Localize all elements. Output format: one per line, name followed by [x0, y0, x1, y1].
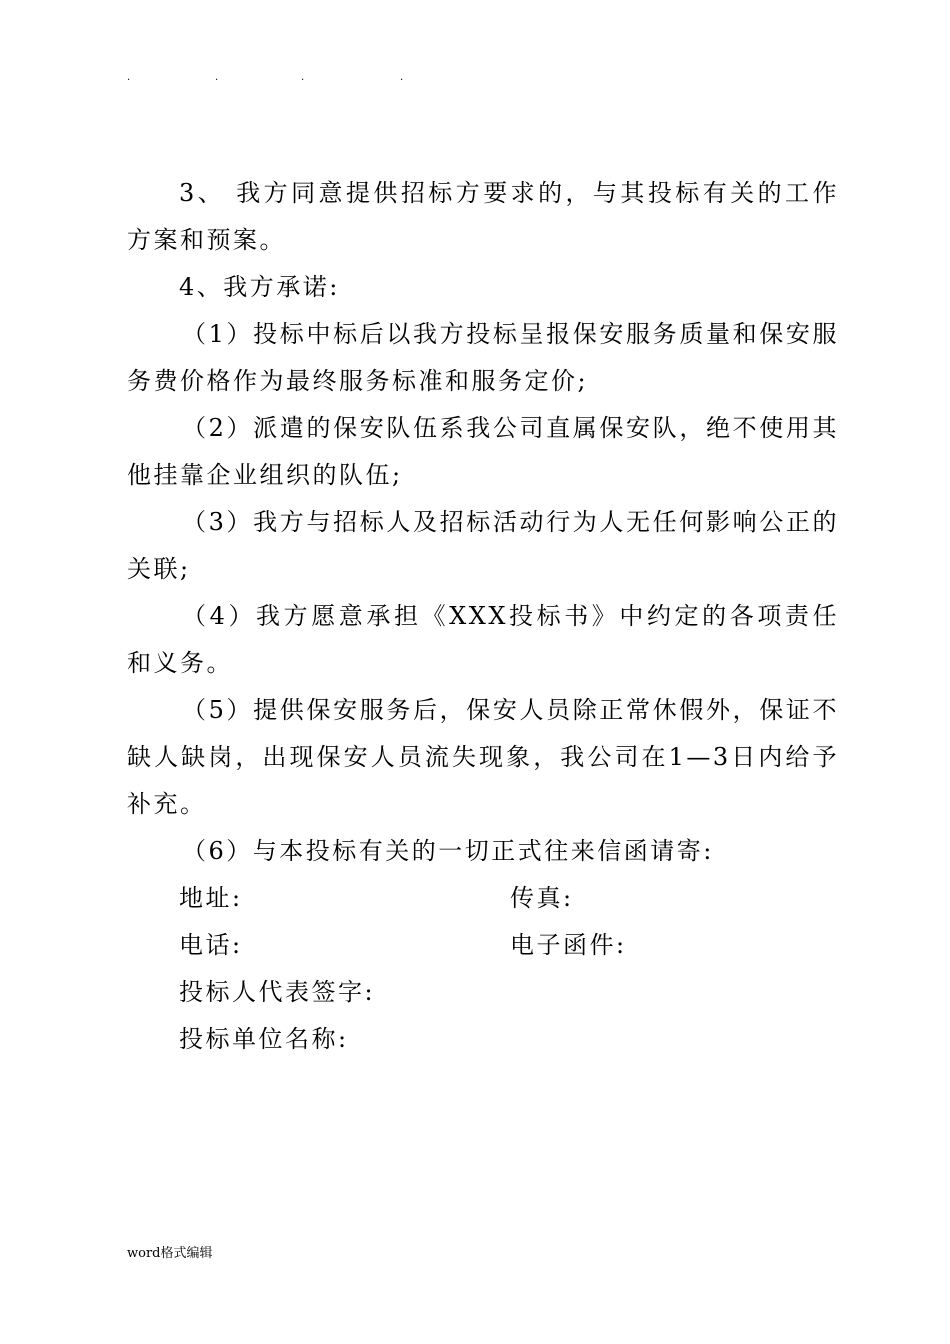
header-dots — [127, 70, 417, 86]
commitment-item-1: （1）投标中标后以我方投标呈报保安服务质量和保安服务费价格作为最终服务标准和服务定价; — [127, 320, 839, 395]
commitment-item-4: （4）我方愿意承担《XXX投标书》中约定的各项责任和义务。 — [127, 602, 839, 677]
document-body — [127, 170, 839, 1063]
fax-label: 传真: — [510, 884, 574, 912]
commitment-item-5: （5）提供保安服务后，保安人员除正常休假外，保证不缺人缺岗，出现保安人员流失现象，我公司在1—3日内给予补充。 — [127, 696, 839, 818]
header-dot: . — [301, 72, 305, 83]
header-dot: . — [400, 72, 404, 83]
contact-row-address-fax — [127, 875, 839, 922]
paragraph-4: 4、我方承诺: — [179, 273, 340, 301]
commitment-item-6: （6）与本投标有关的一切正式往来信函请寄: — [182, 837, 714, 865]
commitment-item-3: （3）我方与招标人及招标活动行为人无任何影响公正的关联; — [127, 508, 839, 583]
signature-label: 投标人代表签字: — [179, 978, 376, 1006]
phone-label: 电话: — [179, 931, 243, 959]
footer-text: word格式编辑 — [127, 1246, 213, 1261]
address-label: 地址: — [179, 884, 243, 912]
commitment-item-2: （2）派遣的保安队伍系我公司直属保安队，绝不使用其他挂靠企业组织的队伍; — [127, 414, 839, 489]
paragraph-3: 3、 我方同意提供招标方要求的，与其投标有关的工作方案和预案。 — [127, 179, 839, 254]
company-name-label: 投标单位名称: — [179, 1025, 349, 1053]
contact-row-phone-email — [127, 922, 839, 969]
email-label: 电子函件: — [510, 931, 627, 959]
header-dot: . — [127, 72, 131, 83]
header-dot: . — [215, 72, 219, 83]
